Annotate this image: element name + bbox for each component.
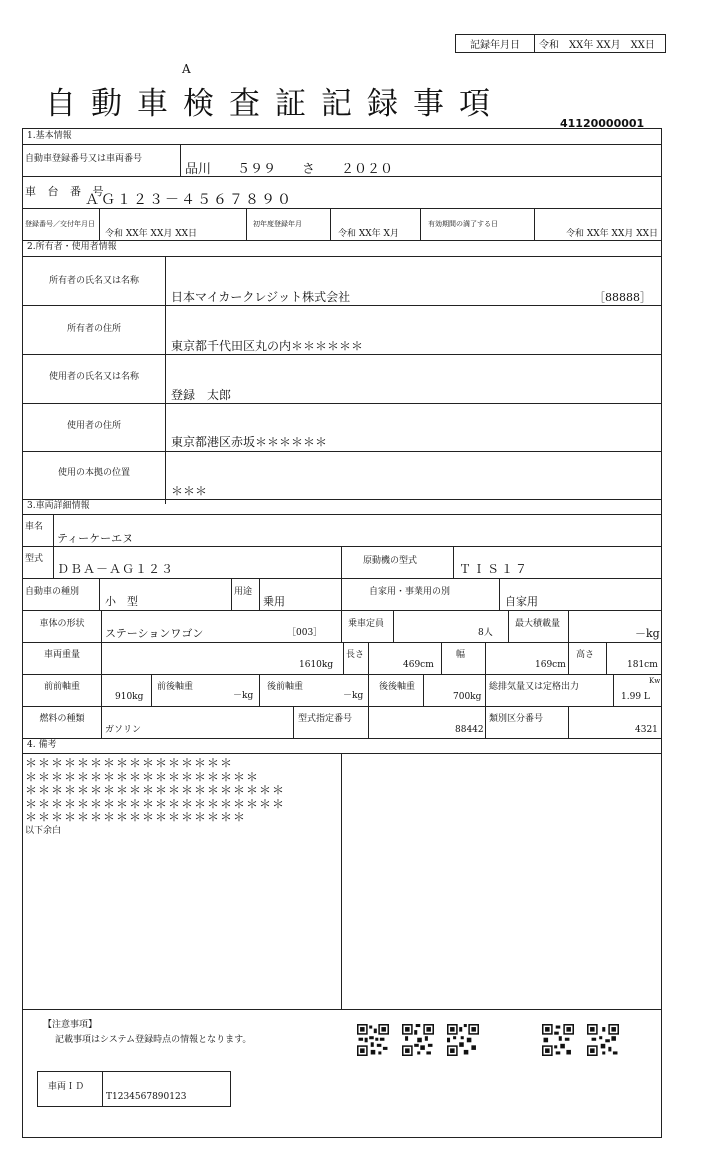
body-code: ［003］ xyxy=(287,628,323,638)
car-name: ティーケーエヌ xyxy=(57,532,134,545)
remarks-line: ＊＊＊＊＊＊＊＊＊＊＊＊＊＊＊＊＊ xyxy=(25,810,247,824)
use-value: 乗用 xyxy=(263,595,285,608)
weight-label: 車両重量 xyxy=(43,650,80,660)
rf-axle-label: 後前軸重 xyxy=(267,682,304,692)
page-title: 自動車検査証記録事項 xyxy=(45,86,505,122)
rf-axle-value: －kg xyxy=(343,691,364,701)
user-address: 東京都港区赤坂＊＊＊＊＊＊ xyxy=(171,435,328,449)
qr-code-icon xyxy=(401,1024,435,1056)
record-date-box xyxy=(455,34,666,53)
owner-code: ［88888］ xyxy=(594,291,651,304)
fuel-value: ガソリン xyxy=(105,725,142,735)
rr-axle-label: 後後軸重 xyxy=(379,682,416,692)
kind-value: 小 型 xyxy=(105,595,138,608)
remarks-lines xyxy=(25,757,285,836)
qr-code-icon xyxy=(356,1024,390,1056)
engine-label: 原動機の型式 xyxy=(363,556,418,566)
user-name-label: 使用者の氏名又は名称 xyxy=(48,372,139,382)
displacement-unit: Kw xyxy=(649,677,661,685)
length-value: 469cm xyxy=(403,660,434,670)
model-label: 型式 xyxy=(25,554,44,564)
owner-name-label: 所有者の氏名又は名称 xyxy=(48,276,139,286)
capacity-label: 乗車定員 xyxy=(348,619,385,629)
fuel-label: 燃料の種類 xyxy=(39,714,85,724)
width-label: 幅 xyxy=(456,650,466,660)
firstreg-label: 初年度登録年月 xyxy=(253,220,302,228)
expiry-label: 有効期間の満了する日 xyxy=(428,220,498,228)
car-name-label: 車名 xyxy=(25,522,44,532)
user-address-label: 使用者の住所 xyxy=(66,421,121,431)
record-date-label: 記録年月日 xyxy=(456,35,535,52)
fr-axle-label: 前後軸重 xyxy=(157,682,194,692)
ff-axle-value: 910kg xyxy=(115,692,144,702)
reg-number-label: 自動車登録番号又は車両番号 xyxy=(25,154,143,164)
classno-value: 4321 xyxy=(635,725,658,735)
body-value: ステーションワゴン xyxy=(105,627,204,640)
height-label: 高さ xyxy=(576,650,595,660)
engine-value: ＴＩＳ１７ xyxy=(459,562,530,576)
weight-value: 1610kg xyxy=(299,660,334,670)
vehicle-id-label: 車両ＩＤ xyxy=(48,1082,85,1092)
vehicle-id-value: T1234567890123 xyxy=(106,1092,187,1102)
notes-heading: 【注意事項】 xyxy=(43,1020,98,1030)
document-number: 41120000001 xyxy=(560,117,645,130)
private-value: 自家用 xyxy=(505,595,538,608)
title-mark: A xyxy=(182,62,191,76)
maxload-value: －kg xyxy=(635,627,660,640)
record-date-value: 令和 XX年 XX月 XX日 xyxy=(539,40,655,51)
remarks-line: ＊＊＊＊＊＊＊＊＊＊＊＊＊＊＊＊＊＊＊＊ xyxy=(25,796,286,811)
remarks-end: 以下余白 xyxy=(25,825,62,836)
width-value: 169cm xyxy=(535,660,566,670)
section-1-heading: 1.基本情報 xyxy=(27,131,72,141)
section-3-heading: 3.車両詳細情報 xyxy=(27,501,90,511)
section-4-heading: 4. 備考 xyxy=(27,740,57,750)
use-label: 用途 xyxy=(234,587,253,597)
remarks-line: ＊＊＊＊＊＊＊＊＊＊＊＊＊＊＊＊＊＊＊＊ xyxy=(25,783,286,797)
certificate-frame xyxy=(22,128,662,1138)
qr-code-icon xyxy=(541,1024,575,1056)
typeno-value: 88442 xyxy=(455,725,484,735)
private-label: 自家用・事業用の別 xyxy=(369,587,451,597)
base-location: ＊＊＊ xyxy=(171,484,208,498)
rr-axle-value: 700kg xyxy=(453,692,482,702)
qr-code-icon xyxy=(446,1024,480,1056)
reg-number-value: 品川 ５９９ さ ２０２０ xyxy=(185,162,394,177)
maxload-label: 最大積載量 xyxy=(515,619,561,629)
displacement-value: 1.99 L xyxy=(621,692,650,702)
chassis-value: ＡＧ１２３－４５６７８９０ xyxy=(85,192,293,208)
regdate-label: 登録番号／交付年月日 xyxy=(25,220,95,228)
fr-axle-value: －kg xyxy=(233,691,254,701)
firstreg-value: 令和 XX年 X月 xyxy=(338,229,399,239)
remarks-line: ＊＊＊＊＊＊＊＊＊＊＊＊＊＊＊＊＊＊ xyxy=(25,769,260,784)
classno-label: 類別区分番号 xyxy=(489,714,544,724)
user-name: 登録 太郎 xyxy=(171,388,232,402)
regdate-value: 令和 XX年 XX月 XX日 xyxy=(105,229,198,239)
ff-axle-label: 前前軸重 xyxy=(43,682,80,692)
remarks-line: ＊＊＊＊＊＊＊＊＊＊＊＊＊＊＊＊ xyxy=(25,756,234,770)
owner-address-label: 所有者の住所 xyxy=(66,324,121,334)
height-value: 181cm xyxy=(627,660,658,670)
typeno-label: 型式指定番号 xyxy=(298,714,353,724)
capacity-value: 8人 xyxy=(478,628,493,638)
model-value: ＤＢＡ－ＡＧ１２３ xyxy=(57,562,175,576)
expiry-value: 令和 XX年 XX月 XX日 xyxy=(566,229,659,239)
section-2-heading: 2.所有者・使用者情報 xyxy=(27,242,117,252)
owner-name: 日本マイカークレジット株式会社 xyxy=(171,290,351,304)
qr-code-icon xyxy=(586,1024,620,1056)
vehicle-id-box xyxy=(37,1071,231,1107)
chassis-label: 車 台 番 号 xyxy=(25,185,108,198)
notes-text: 記載事項はシステム登録時点の情報となります。 xyxy=(55,1035,252,1045)
owner-address: 東京都千代田区丸の内＊＊＊＊＊＊ xyxy=(171,339,364,353)
base-location-label: 使用の本拠の位置 xyxy=(57,468,130,478)
length-label: 長さ xyxy=(346,650,365,660)
kind-label: 自動車の種別 xyxy=(25,587,80,597)
body-label: 車体の形状 xyxy=(39,619,85,629)
displacement-label: 総排気量又は定格出力 xyxy=(489,682,580,692)
